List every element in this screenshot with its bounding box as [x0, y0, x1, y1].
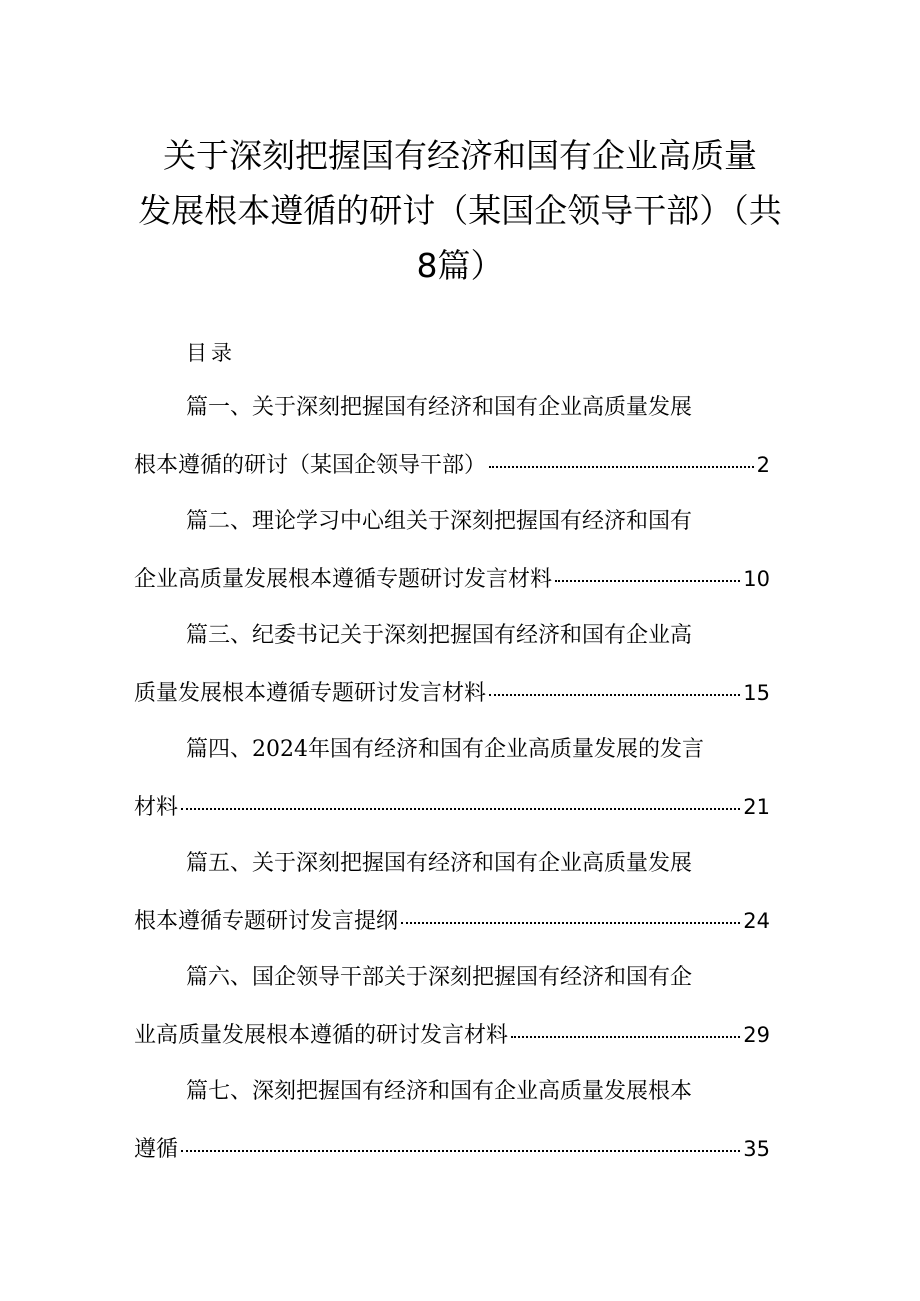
- toc-entry-title: 篇二、理论学习中心组关于深刻把握国有经济和国有: [186, 509, 693, 534]
- toc-entry-title: 篇六、国企领导干部关于深刻把握国有经济和国有企: [186, 965, 693, 990]
- dot-leader: [555, 562, 740, 582]
- toc-page-number: 2: [756, 453, 770, 477]
- dot-leader: [511, 1018, 740, 1038]
- toc-page-number: 15: [743, 681, 770, 705]
- toc-heading: 目录: [186, 341, 236, 365]
- toc-page-number: 35: [743, 1137, 770, 1161]
- toc-entry-title-continued: 根本遵循的研讨（某国企领导干部）: [134, 453, 487, 478]
- toc-page-number: 24: [743, 909, 770, 933]
- toc-page-number: 29: [743, 1023, 770, 1047]
- title-line-2: 发展根本遵循的研讨（某国企领导干部）（共: [138, 191, 782, 230]
- toc-page-number: 21: [743, 795, 770, 819]
- toc-entry-title: 篇七、深刻把握国有经济和国有企业高质量发展根本: [186, 1079, 693, 1104]
- toc-entry-title: 篇三、纪委书记关于深刻把握国有经济和国有企业高: [186, 623, 693, 648]
- toc-entry-title-continued: 根本遵循专题研讨发言提纲: [134, 909, 399, 934]
- document-title: [120, 128, 800, 293]
- dot-leader: [489, 448, 754, 468]
- title-line-1: 关于深刻把握国有经济和国有企业高质量: [163, 136, 757, 175]
- toc-entry-title: 篇四、2024年国有经济和国有企业高质量发展的发言: [186, 737, 704, 762]
- toc-entry-title-continued: 企业高质量发展根本遵循专题研讨发言材料: [134, 567, 553, 592]
- dot-leader: [181, 790, 740, 810]
- dot-leader: [401, 904, 740, 924]
- toc-page-number: 10: [743, 567, 770, 591]
- toc-entry-title-continued: 业高质量发展根本遵循的研讨发言材料: [134, 1023, 509, 1048]
- dot-leader: [489, 676, 740, 696]
- toc-entry-title-continued: 材料: [134, 795, 179, 820]
- toc-entry-title-continued: 遵循: [134, 1137, 179, 1162]
- toc-entry-title: 篇一、关于深刻把握国有经济和国有企业高质量发展: [186, 395, 693, 420]
- toc-entry-title-continued: 质量发展根本遵循专题研讨发言材料: [134, 681, 487, 706]
- title-line-3: 8篇）: [416, 246, 504, 285]
- toc-entry-title: 篇五、关于深刻把握国有经济和国有企业高质量发展: [186, 851, 693, 876]
- dot-leader: [181, 1132, 740, 1152]
